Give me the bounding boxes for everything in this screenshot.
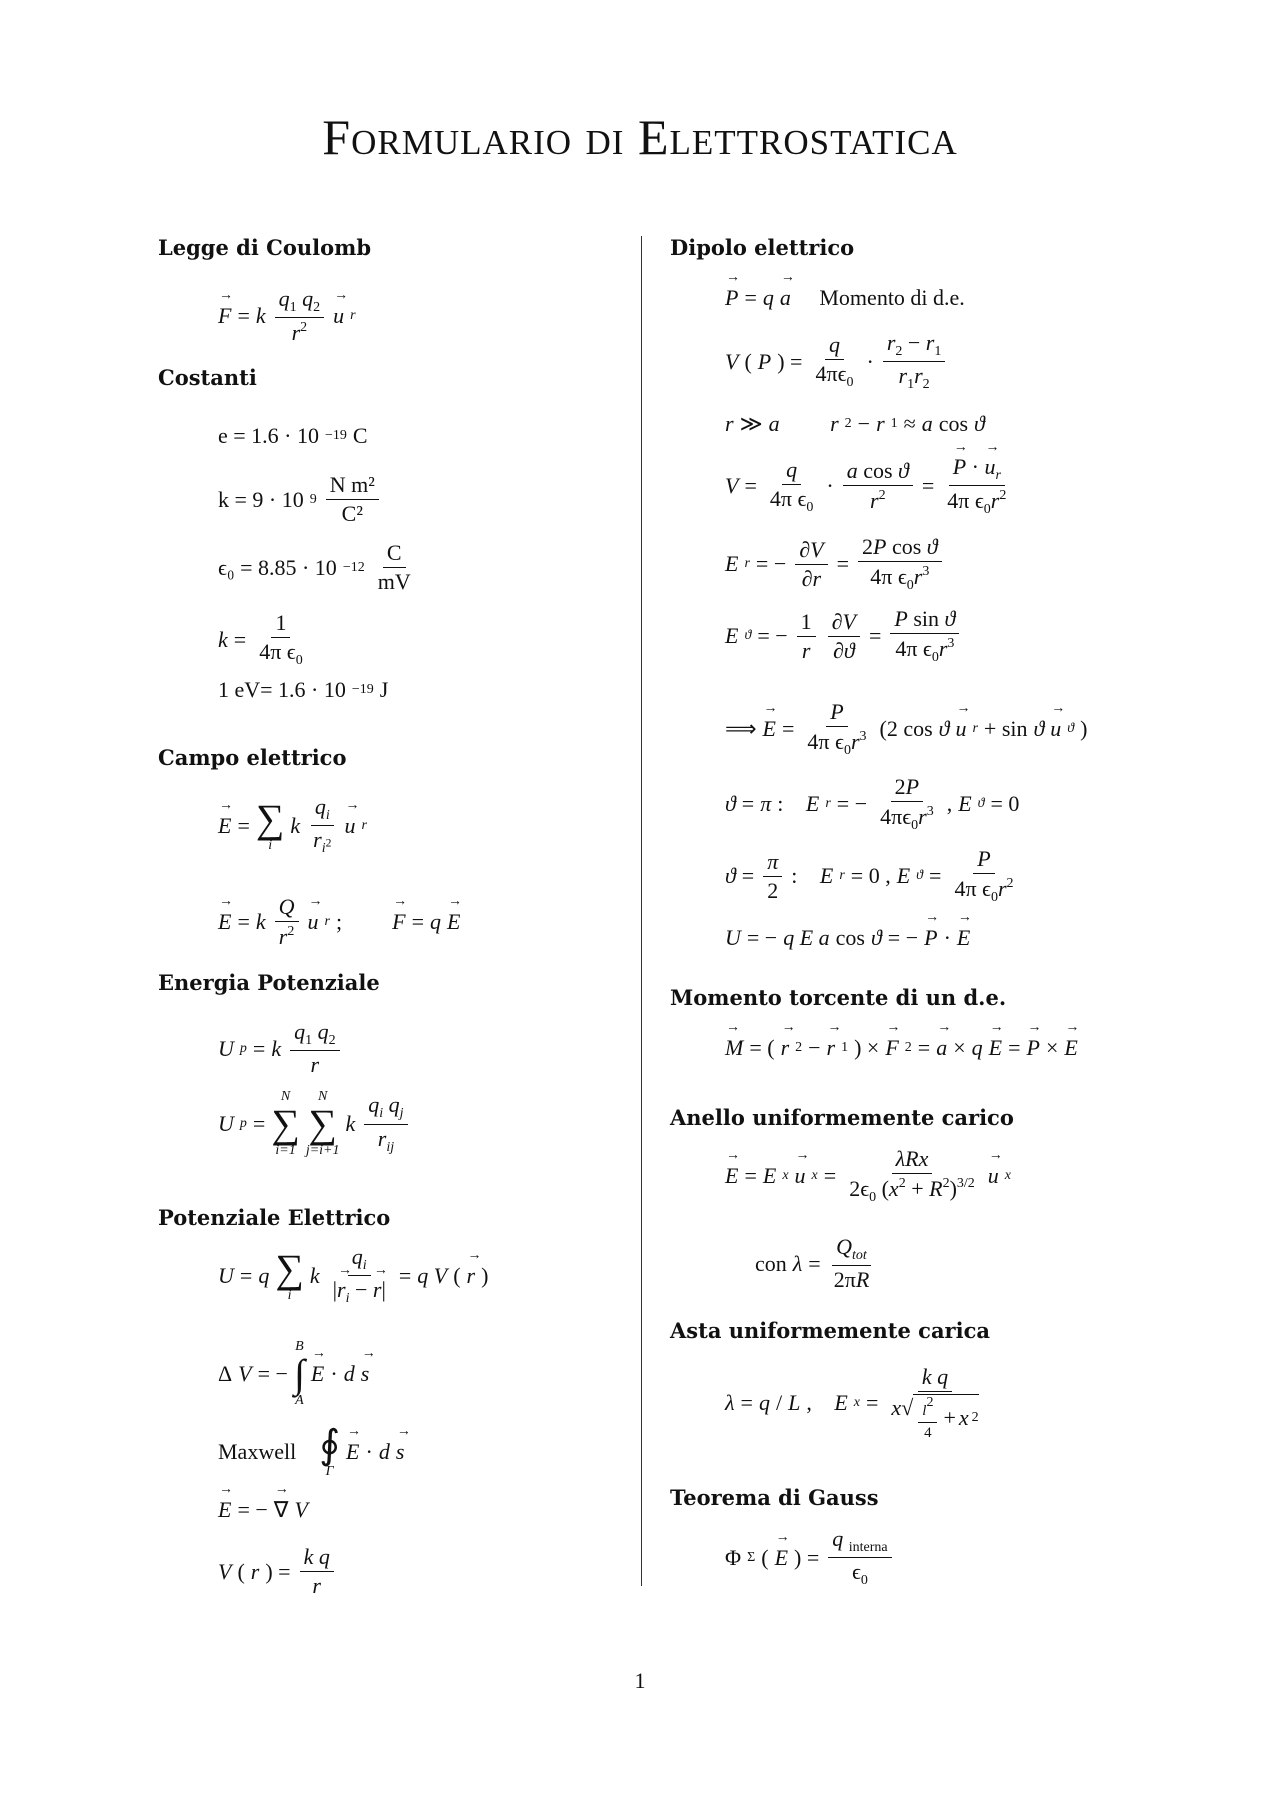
formula-charge-e: e = 1.6 · 10 −19 C <box>218 423 368 448</box>
formula-point-potential: V ( r ) = $\frac{\text{k q}}{r}$ <box>218 1545 337 1598</box>
column-divider <box>641 236 642 1586</box>
formula-potential-sum: U = q ∑ i k $\frac{q_i}{|\to r_i - \to r|}$ = q V ( → r ) <box>218 1245 488 1307</box>
formula-coulomb: → F = k $\frac{q_1 q_2}{r^2}$ → u r <box>218 287 356 346</box>
formula-field-point: → E = k $\frac{Q}{r^2}$ → u r ; → F = q → E <box>218 895 460 949</box>
formula-maxwell: Maxwell ∮ Γ → E · d → s <box>218 1425 404 1479</box>
section-heading-dipolo: Dipolo elettrico <box>670 235 855 260</box>
formula-k-epsilon: k = $\frac{1}{4\pi \epsilon_0}$ <box>218 610 303 669</box>
section-heading-energia: Energia Potenziale <box>158 970 380 995</box>
formula-dipole-moment: → P = q → a Momento di d.e. <box>725 285 965 311</box>
formula-ring-field: → E = E x → u x = $\frac{\text{λRx}}{2\epsilon_0 (x^2 + R^2)^{3/2}}$ → u x <box>725 1147 1011 1206</box>
formula-dipole-potential: V ( P ) = $\frac{q}{4\pi\epsilon_0}$ · $\frac{r_2 - r_1}{r_1r_2}$ <box>725 331 948 393</box>
formula-potential-energy: U p = k $\frac{q_1 q_2}{r}$ <box>218 1020 343 1078</box>
section-heading-momento: Momento torcente di un d.e. <box>670 985 1007 1010</box>
formula-field-angular: E ϑ = − $\frac{1}{r}$ $\frac{\partial V}{\partial ϑ}$ = $\frac{\text{P sin ϑ}}{4\pi \epsilon_0r^3}$ <box>725 607 962 666</box>
formula-ring-density: con λ = $\frac{Q_{tot}}{2\pi R}$ <box>755 1234 870 1293</box>
formula-rod-field: λ = q / L , E x = k q x√ $\frac{l2}{4}$ + x 2 <box>725 1364 979 1441</box>
formula-field-radial: E r = − $\frac{\partial V}{\partial r}$ = $\frac{\text{2P cos ϑ}}{4\pi \epsilon_0r^3}$ <box>725 535 945 594</box>
formula-electronvolt: 1 eV= 1.6 · 10 −19 J <box>218 677 389 702</box>
formula-torque: → M = ( → r 2 − → r 1 ) × → F 2 = → a × q → E = → P × → E <box>725 1035 1078 1061</box>
formula-field-dipole: ⟹ → E = $\frac{P}{4\pi \epsilon_0r^3}$ (2 cos ϑ → u r + sin ϑ → u ϑ ) <box>725 700 1088 759</box>
formula-dipole-potential-far: V = $\frac{q}{4\pi \epsilon_0}$ · $\frac{\text{a cos ϑ}}{r^2}$ = → $\frac{P \cdot \to u_r}{4\pi \epsilon_0r^2}$ <box>725 455 1013 518</box>
section-heading-campo: Campo elettrico <box>158 745 347 770</box>
formula-gradient: → E = − ∇ → V <box>218 1497 308 1523</box>
section-heading-potenziale: Potenziale Elettrico <box>158 1205 391 1230</box>
section-heading-coulomb: Legge di Coulomb <box>158 235 372 260</box>
section-heading-anello: Anello uniformemente carico <box>670 1105 1014 1130</box>
section-heading-asta: Asta uniformemente carica <box>670 1318 990 1343</box>
section-heading-gauss: Teorema di Gauss <box>670 1485 879 1510</box>
formula-dipole-approx: r ≫ a r 2 − r 1 ≈ a cos ϑ <box>725 411 985 436</box>
formula-dipole-energy: U = − q E a cos ϑ = − → P · → E <box>725 925 970 951</box>
formula-theta-pi: ϑ = π : E r = − $\frac{2P}{4\pi\epsilon_0r^3}$ , E ϑ = 0 <box>725 774 1020 834</box>
formula-epsilon: ϵ₀ = 8.85 · 10 −12 $\frac{C}{mV}$ <box>218 540 411 595</box>
formula-gauss: Φ Σ ( → E ) = $\frac{q _{interna}}{\epsilon_0}$ <box>725 1527 895 1589</box>
page-title: Formulario di Elettrostatica <box>322 109 958 165</box>
formula-potential-difference: Δ V = − B ∫ A → E · d → s <box>218 1340 369 1408</box>
formula-theta-half-pi: ϑ = $\frac{\pi}{2}$ : E r = 0 , E ϑ = $\frac{P}{4\pi \epsilon_0r^2}$ <box>725 846 1014 906</box>
formula-potential-energy-system: U p = N ∑ i=1 N ∑ j=i+1 k $\frac{q_i q_j}{r_{ij}}$ <box>218 1090 411 1158</box>
section-heading-costanti: Costanti <box>158 365 257 390</box>
page-number: 1 <box>634 1668 646 1693</box>
formula-constant-k: k = 9 · 10 9 $\frac{\text{N m²}}{\text{C²}}$ <box>218 473 382 526</box>
formula-field-sum: → E = ∑ i k $\frac{q_i}{r_{i^2}}$ → u r <box>218 795 367 857</box>
